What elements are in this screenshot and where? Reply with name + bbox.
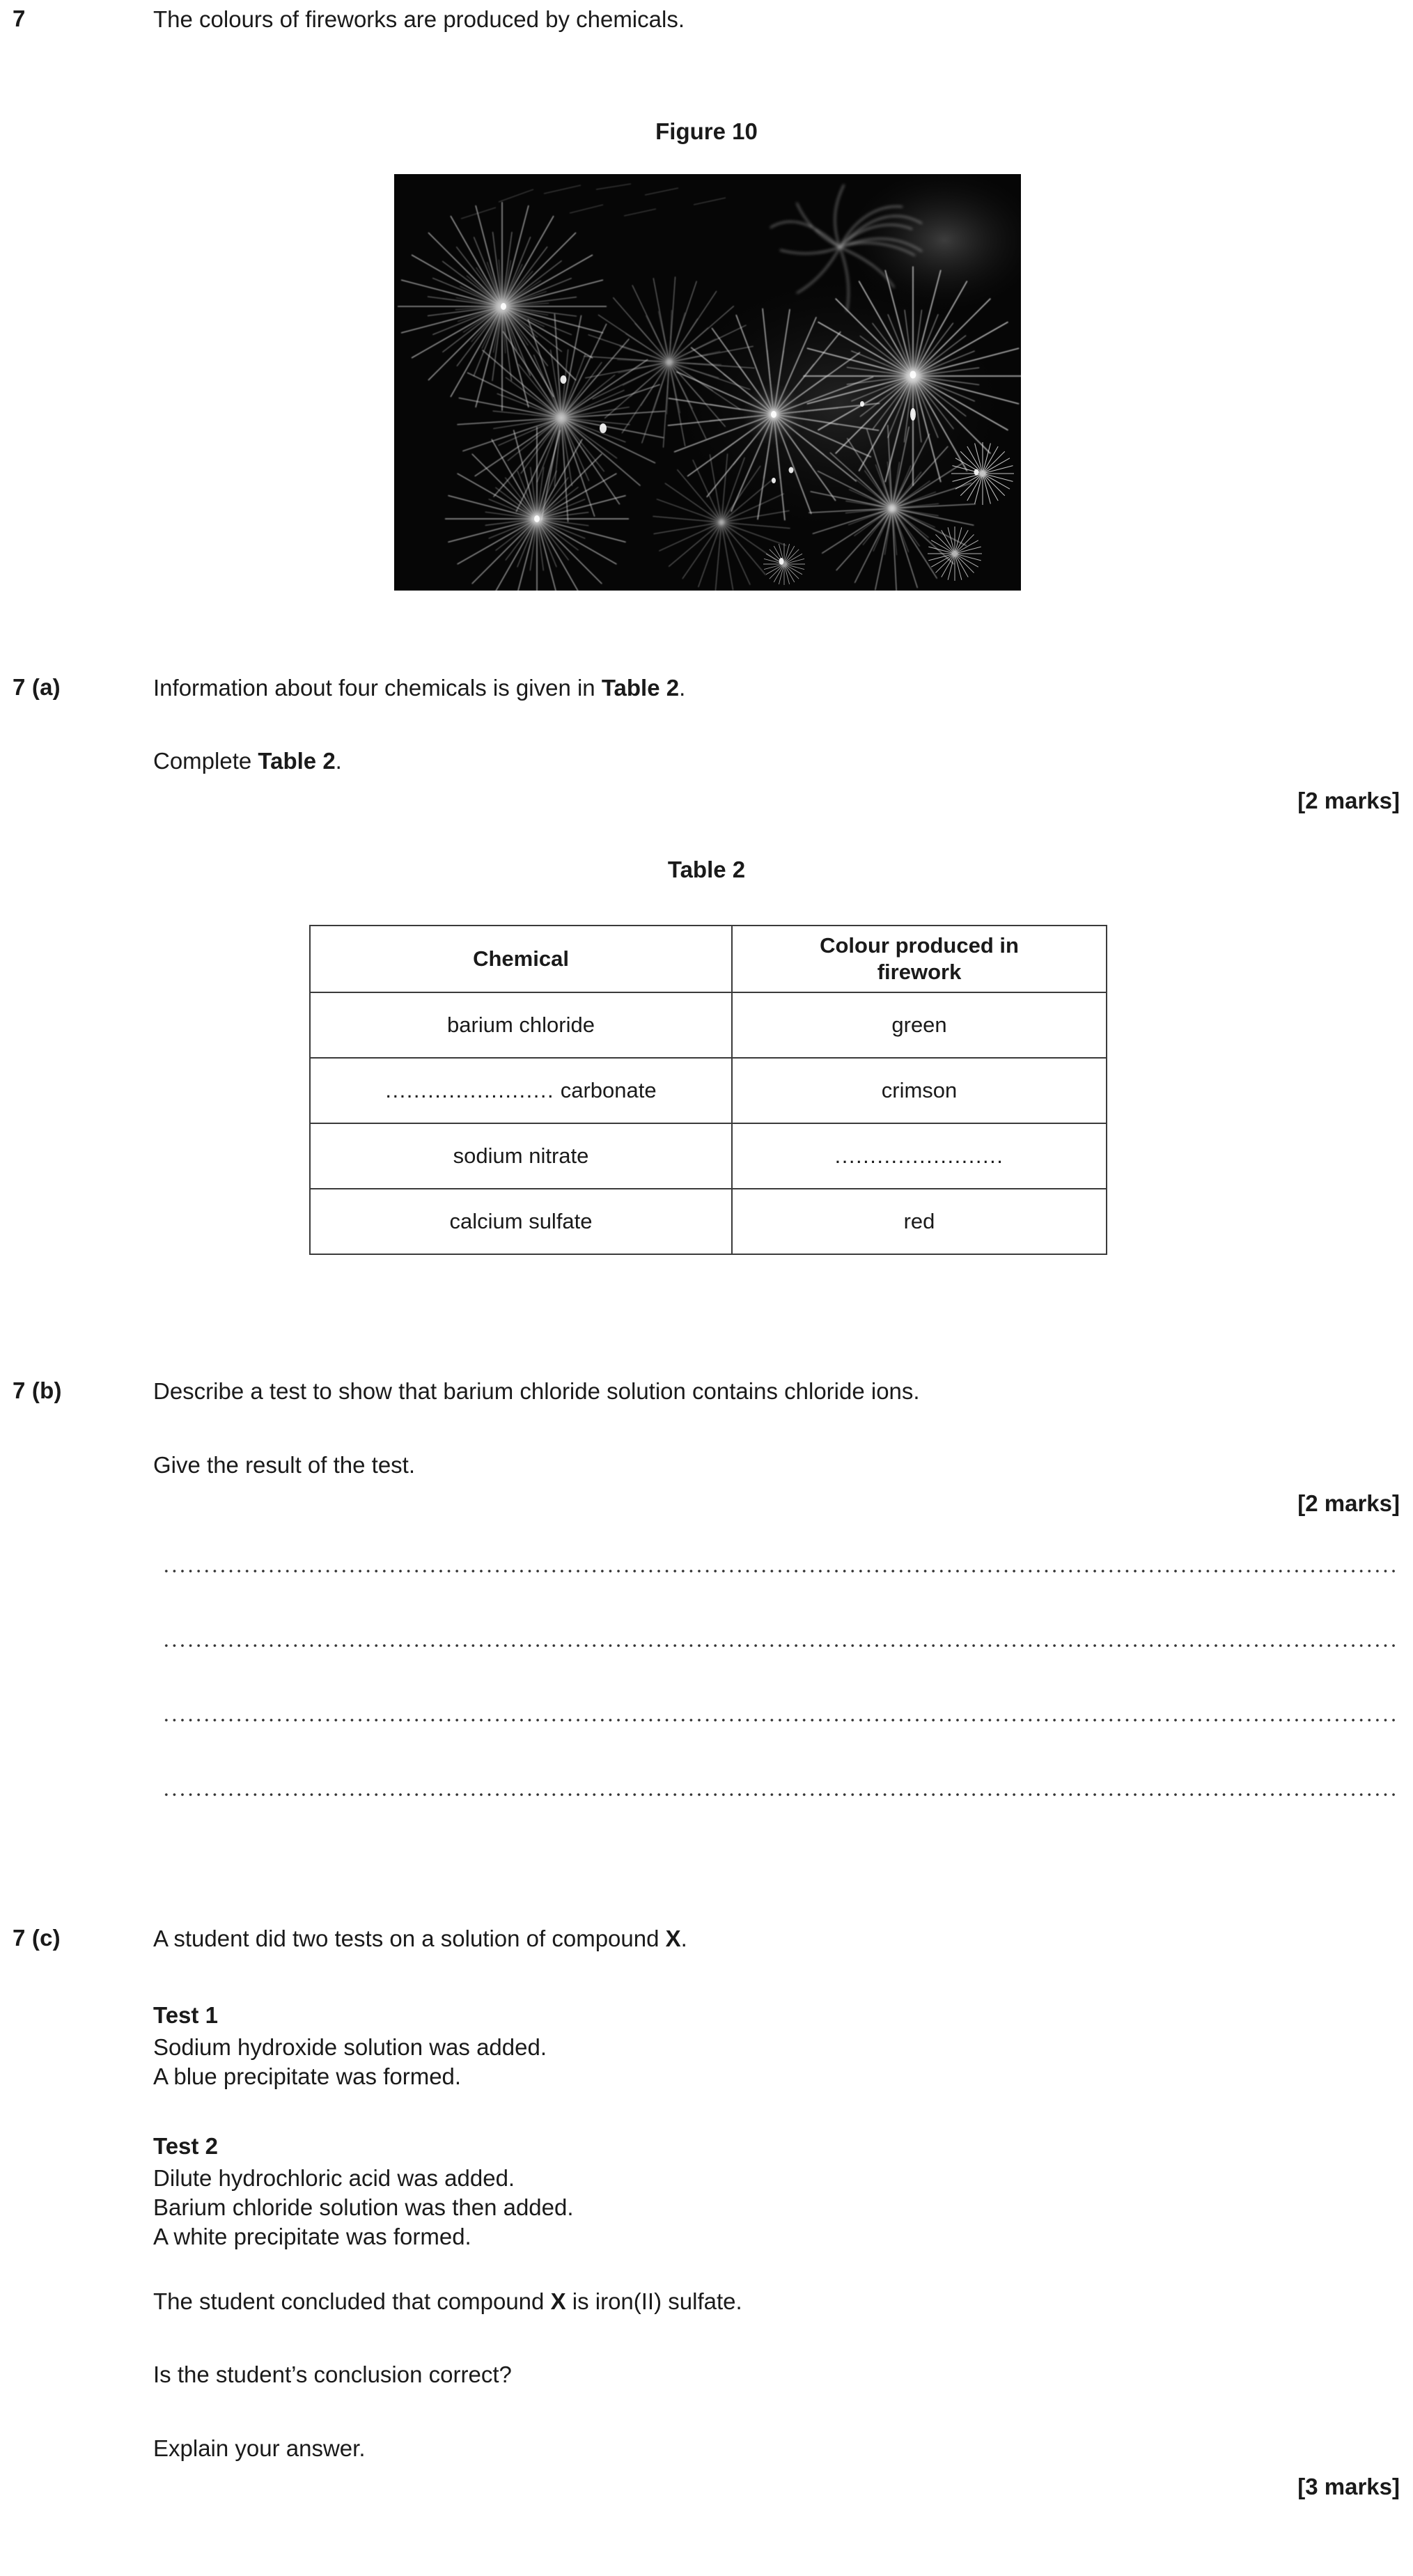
part-a-line-2-pre: Complete xyxy=(153,748,258,774)
table-row xyxy=(310,1189,1107,1254)
part-c-conclusion-bold: X xyxy=(550,2288,566,2314)
figure-caption xyxy=(0,118,1413,145)
part-a-line-1-bold: Table 2 xyxy=(601,675,680,701)
answer-dots-chemical-2: ........................ xyxy=(385,1078,555,1102)
part-a-line-2-post: . xyxy=(335,748,342,774)
cell-chemical-1: barium chloride xyxy=(310,992,732,1058)
part-label-c: 7 (c) xyxy=(13,1925,61,1951)
answer-line[interactable] xyxy=(162,1644,1400,1648)
part-c-intro-pre: A student did two tests on a solution of compound xyxy=(153,1926,666,1951)
table-header-chemical: Chemical xyxy=(310,926,732,992)
part-c-intro-bold: X xyxy=(665,1926,681,1951)
part-a-line-1 xyxy=(153,674,685,702)
cell-chemical-3: sodium nitrate xyxy=(310,1123,732,1189)
table2 xyxy=(309,925,1107,1255)
table2-caption-text: Table 2 xyxy=(667,857,746,882)
table2-caption xyxy=(0,857,1413,883)
part-c-question-1: Is the student’s conclusion correct? xyxy=(153,2362,512,2387)
answer-line[interactable] xyxy=(162,1718,1400,1722)
part-c-conclusion-pre: The student concluded that compound xyxy=(153,2288,551,2314)
part-c-marks: [3 marks] xyxy=(1297,2474,1400,2499)
table-row xyxy=(310,1123,1107,1189)
part-a-line-1-post: . xyxy=(679,675,686,701)
test2-line-2: Barium chloride solution was then added. xyxy=(153,2194,574,2220)
cell-chemical-2-suffix: carbonate xyxy=(554,1078,657,1102)
cell-chemical-4: calcium sulfate xyxy=(310,1189,732,1254)
cell-colour-2: crimson xyxy=(732,1058,1107,1123)
table-header-colour xyxy=(732,926,1107,992)
part-c-question-2: Explain your answer. xyxy=(153,2435,366,2461)
answer-line[interactable] xyxy=(162,1793,1400,1797)
cell-colour-3-blank[interactable] xyxy=(732,1123,1107,1189)
question-stem: The colours of fireworks are produced by chemicals. xyxy=(153,6,685,32)
test1-heading: Test 1 xyxy=(153,2002,218,2028)
part-a-line-2-bold: Table 2 xyxy=(258,748,336,774)
part-c-intro-post: . xyxy=(680,1926,687,1951)
test2-heading: Test 2 xyxy=(153,2133,218,2159)
part-b-line-2: Give the result of the test. xyxy=(153,1452,416,1478)
table-row xyxy=(310,1058,1107,1123)
fireworks-photograph xyxy=(394,174,1021,591)
part-b-line-1: Describe a test to show that barium chloride solution contains chloride ions. xyxy=(153,1378,920,1404)
test1-line-2: A blue precipitate was formed. xyxy=(153,2063,462,2089)
cell-chemical-2-blank[interactable] xyxy=(310,1058,732,1123)
test2-line-3: A white precipitate was formed. xyxy=(153,2224,471,2249)
answer-line[interactable] xyxy=(162,1569,1400,1573)
part-c-intro xyxy=(153,1925,687,1953)
test2-line-1: Dilute hydrochloric acid was added. xyxy=(153,2165,515,2191)
table-header-colour-line2: firework xyxy=(877,960,962,984)
test1-line-1: Sodium hydroxide solution was added. xyxy=(153,2034,547,2060)
table-header-row xyxy=(310,926,1107,992)
part-b-marks: [2 marks] xyxy=(1297,1490,1400,1516)
part-c-conclusion-post: is iron(II) sulfate. xyxy=(565,2288,742,2314)
cell-colour-4: red xyxy=(732,1189,1107,1254)
fireworks-artwork xyxy=(394,174,1021,591)
table-header-colour-line1: Colour produced in xyxy=(820,933,1019,958)
question-number-7: 7 xyxy=(13,6,26,31)
figure-caption-text: Figure 10 xyxy=(655,118,758,144)
answer-dots-colour-3: ........................ xyxy=(834,1143,1004,1168)
part-a-line-1-pre: Information about four chemicals is given in xyxy=(153,675,602,701)
part-c-conclusion xyxy=(153,2288,742,2316)
table-row xyxy=(310,992,1107,1058)
cell-colour-1: green xyxy=(732,992,1107,1058)
part-label-b: 7 (b) xyxy=(13,1377,62,1403)
part-a-marks: [2 marks] xyxy=(1297,788,1400,813)
part-a-line-2 xyxy=(153,747,342,775)
part-label-a: 7 (a) xyxy=(13,674,61,700)
